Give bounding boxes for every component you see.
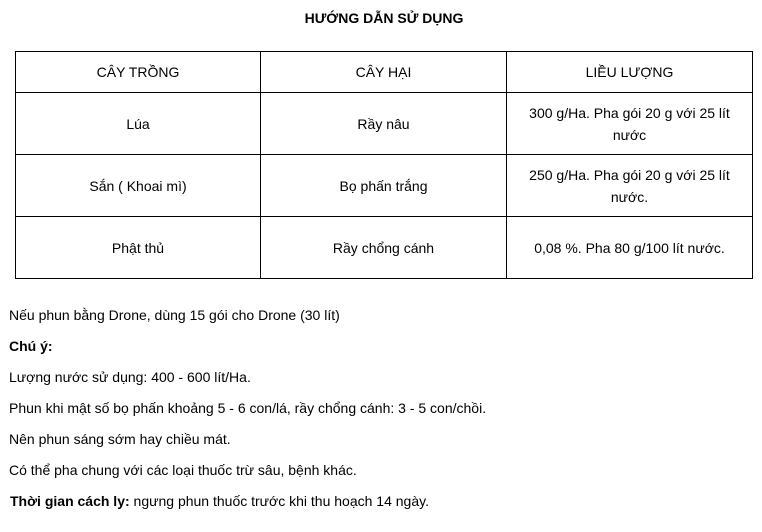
cell-dosage: 0,08 %. Pha 80 g/100 lít nước. — [507, 217, 753, 279]
document-title: HƯỚNG DẪN SỬ DỤNG — [304, 10, 464, 26]
notes-section — [9, 305, 754, 522]
table-header-row — [16, 52, 753, 93]
table-row — [16, 93, 753, 155]
header-dosage: LIỀU LƯỢNG — [507, 52, 753, 93]
table-row — [16, 217, 753, 279]
cell-crop: Lúa — [16, 93, 261, 155]
header-pest: CÂY HẠI — [261, 52, 507, 93]
caution-label: Chú ý: — [9, 338, 53, 354]
note-item: Phun khi mật số bọ phấn khoảng 5 - 6 con/lá, rầy chổng cánh: 3 - 5 con/chồi. — [9, 400, 487, 416]
cell-crop: Phật thủ — [16, 217, 261, 279]
pre-harvest-text: ngưng phun thuốc trước khi thu hoạch 14 ngày. — [129, 493, 429, 509]
cell-pest: Rầy nâu — [261, 93, 507, 155]
cell-pest: Rầy chổng cánh — [261, 217, 507, 279]
drone-note: Nếu phun bằng Drone, dùng 15 gói cho Drone (30 lít) — [9, 307, 340, 323]
pre-harvest-interval — [9, 491, 754, 522]
caution-heading — [9, 336, 754, 367]
table-row — [16, 155, 753, 217]
header-crop: CÂY TRỒNG — [16, 52, 261, 93]
note-item: Lượng nước sử dụng: 400 - 600 lít/Ha. — [9, 369, 251, 385]
note-item: Có thể pha chung với các loại thuốc trừ sâu, bệnh khác. — [9, 462, 357, 478]
cell-dosage: 300 g/Ha. Pha gói 20 g với 25 lít nước — [507, 93, 753, 155]
cell-pest: Bọ phấn trắng — [261, 155, 507, 217]
cell-crop: Sắn ( Khoai mì) — [16, 155, 261, 217]
usage-table — [15, 51, 753, 279]
note-item: Nên phun sáng sớm hay chiều mát. — [9, 431, 231, 447]
cell-dosage: 250 g/Ha. Pha gói 20 g với 25 lít nước. — [507, 155, 753, 217]
pre-harvest-label: Thời gian cách ly: — [10, 493, 130, 509]
